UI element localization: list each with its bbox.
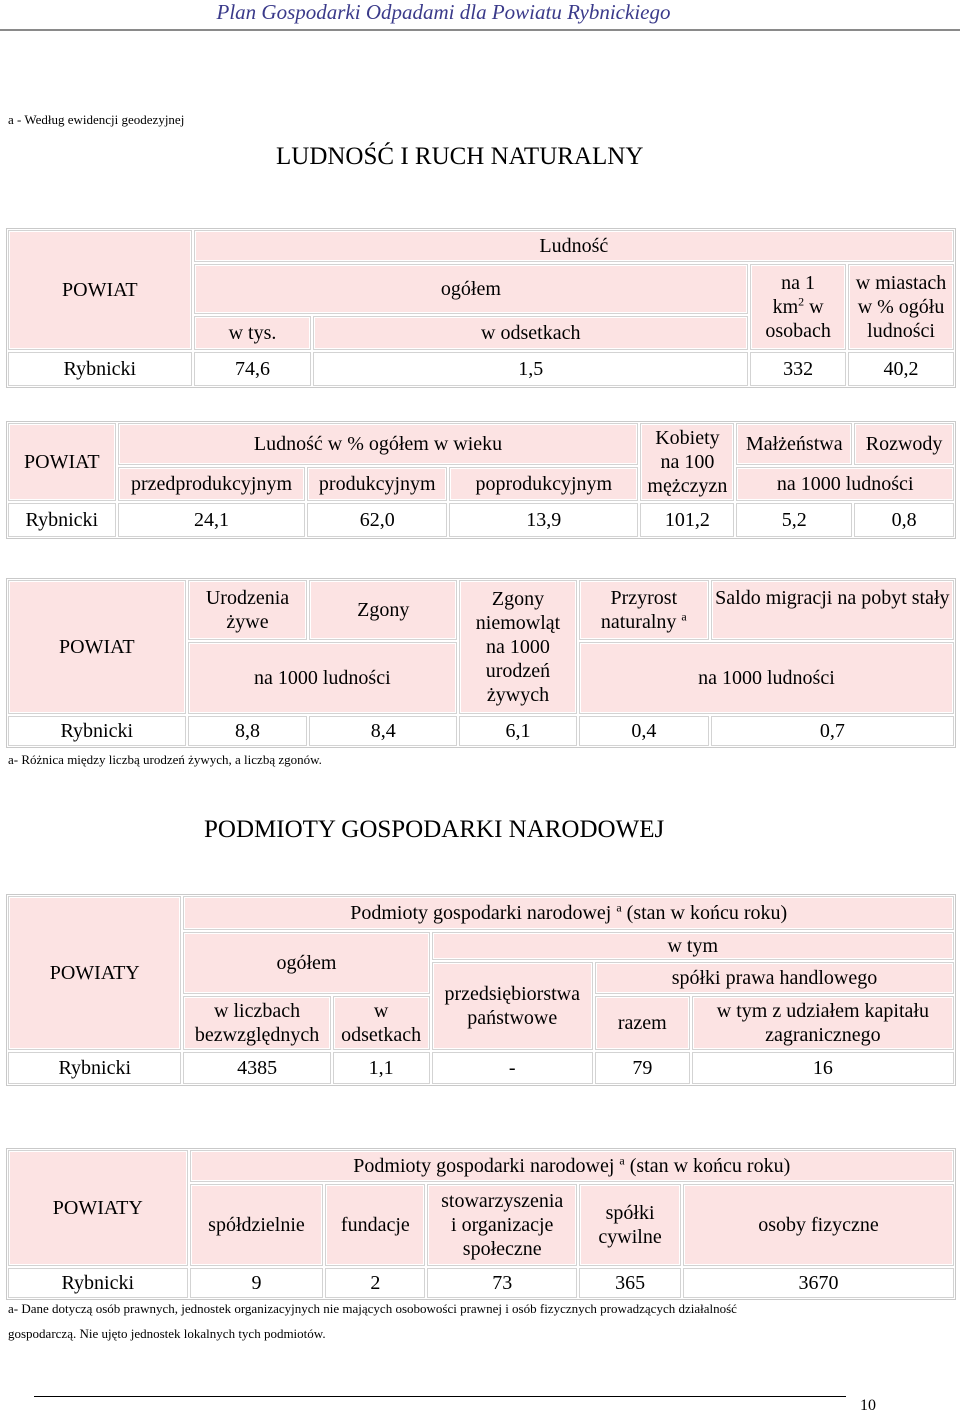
t5-civil-companies-header: spółki cywilne — [578, 1183, 682, 1267]
t4-total-header: razem — [594, 995, 691, 1051]
note-entities-line1: a- Dane dotyczą osób prawnych, jednostek organizacyjnych nie mających osobowości prawnej i osób fizycznych prowadzących działalność — [8, 1301, 737, 1316]
note-natural-growth: a- Różnica między liczbą urodzeń żywych, a liczbą zgonów. — [8, 752, 322, 767]
table-row — [7, 1267, 955, 1299]
t3-powiat-header: POWIAT — [7, 579, 187, 715]
t3-births-header: Urodzenia żywe — [187, 579, 309, 641]
t2-post-header: poprodukcyjnym — [448, 466, 639, 502]
t2-marriages-header: Małżeństwa — [735, 422, 853, 466]
table-row — [7, 351, 955, 387]
t3-cell-growth: 0,4 — [578, 715, 710, 747]
t1-density-header: na 1 $km^2$ w osobach — [749, 263, 847, 351]
t1-cell-urban: 40,2 — [847, 351, 955, 387]
section-title-population: LUDNOŚĆ I RUCH NATURALNY — [276, 143, 644, 170]
t4-companies-header: spółki prawa handlowego — [594, 961, 955, 995]
t2-per1000-header: na 1000 ludności — [735, 466, 955, 502]
t4-main-header: Podmioty gospodarki narodowej $^a$ (stan w końcu roku) — [182, 895, 955, 931]
table-row — [7, 1051, 955, 1085]
t2-cell-post: 13,9 — [448, 502, 639, 538]
t2-cell-name: Rybnicki — [7, 502, 117, 538]
t4-foreign-header: w tym z udziałem kapitału zagranicznego — [691, 995, 955, 1051]
page-header-title: Plan Gospodarki Odpadami dla Powiatu Rybnickiego — [216, 0, 671, 24]
t2-pre-header: przedprodukcyjnym — [117, 466, 307, 502]
table-entities-2 — [6, 1148, 956, 1300]
t3-cell-deaths: 8,4 — [308, 715, 458, 747]
t4-absolute-header: w liczbach bezwzględnych — [182, 995, 331, 1051]
table-natural-movement — [6, 578, 956, 748]
t4-state-enterprises-header: przedsiębiorstwa państwowe — [431, 961, 594, 1051]
t2-cell-marriages: 5,2 — [735, 502, 853, 538]
t5-cell-individuals: 3670 — [682, 1267, 955, 1299]
t2-prod-header: produkcyjnym — [306, 466, 448, 502]
footer-divider — [34, 1396, 846, 1397]
t1-cell-name: Rybnicki — [7, 351, 193, 387]
t5-cell-civil: 365 — [578, 1267, 682, 1299]
t5-cell-foundations: 2 — [324, 1267, 426, 1299]
header-divider — [0, 29, 960, 31]
t5-powiaty-header: POWIATY — [7, 1149, 189, 1267]
t4-powiaty-header: POWIATY — [7, 895, 182, 1051]
t4-percent-header: w odsetkach — [332, 995, 431, 1051]
t5-cell-name: Rybnicki — [7, 1267, 189, 1299]
t3-growth-header: Przyrost naturalny $^a$ — [578, 579, 710, 641]
t2-divorces-header: Rozwody — [853, 422, 955, 466]
t2-cell-women: 101,2 — [639, 502, 735, 538]
t2-powiat-header: POWIAT — [7, 422, 117, 502]
t5-cooperatives-header: spółdzielnie — [189, 1183, 325, 1267]
note-entities-line2: gospodarczą. Nie ujęto jednostek lokalnych tych podmiotów. — [8, 1326, 326, 1341]
t2-cell-prod: 62,0 — [306, 502, 448, 538]
t4-cell-name: Rybnicki — [7, 1051, 182, 1085]
t4-ogolem-header: ogółem — [182, 931, 430, 995]
t5-main-header: Podmioty gospodarki narodowej $^a$ (stan w końcu roku) — [189, 1149, 955, 1183]
t3-per1000b-header: na 1000 ludności — [578, 641, 955, 715]
table-entities-1 — [6, 894, 956, 1086]
t3-deaths-header: Zgony — [308, 579, 458, 641]
t4-cell-percent: 1,1 — [332, 1051, 431, 1085]
t1-urban-header: w miastach w % ogółu ludności — [847, 263, 955, 351]
t3-migration-header: Saldo migracji na pobyt stały — [710, 579, 955, 641]
t2-cell-divorces: 0,8 — [853, 502, 955, 538]
t1-cell-tys: 74,6 — [193, 351, 313, 387]
t2-age-header: Ludność w % ogółem w wieku — [117, 422, 640, 466]
t1-wtys-header: w tys. — [193, 315, 313, 351]
t5-foundations-header: fundacje — [324, 1183, 426, 1267]
t2-cell-pre: 24,1 — [117, 502, 307, 538]
table-row — [7, 715, 955, 747]
table-row — [7, 502, 955, 538]
t4-cell-state: - — [431, 1051, 594, 1085]
page-number: 10 — [860, 1397, 876, 1414]
t1-ogolem-header: ogółem — [193, 263, 750, 315]
t3-infant-deaths-header: Zgony niemowląt na 1000 urodzeń żywych — [458, 579, 578, 715]
t5-associations-header: stowarzyszenia i organizacje społeczne — [426, 1183, 578, 1267]
table-age-structure — [6, 421, 956, 539]
t1-ludnosc-header: Ludność — [193, 229, 955, 263]
section-title-entities: PODMIOTY GOSPODARKI NARODOWEJ — [204, 816, 665, 843]
t5-individuals-header: osoby fizyczne — [682, 1183, 955, 1267]
t2-women-header: Kobiety na 100 mężczyzn — [639, 422, 735, 502]
t3-cell-name: Rybnicki — [7, 715, 187, 747]
t4-cell-foreign: 16 — [691, 1051, 955, 1085]
t5-cell-cooperatives: 9 — [189, 1267, 325, 1299]
t3-cell-migration: 0,7 — [710, 715, 955, 747]
note-geodesy: a - Według ewidencji geodezyjnej — [8, 112, 185, 127]
t3-cell-births: 8,8 — [187, 715, 309, 747]
t1-cell-odset: 1,5 — [312, 351, 749, 387]
t1-wodsetkach-header: w odsetkach — [312, 315, 749, 351]
t1-powiat-header: POWIAT — [7, 229, 193, 351]
t1-cell-density: 332 — [749, 351, 847, 387]
t4-wtym-header: w tym — [431, 931, 955, 961]
table-population — [6, 228, 956, 388]
t4-cell-absolute: 4385 — [182, 1051, 331, 1085]
t3-per1000-header: na 1000 ludności — [187, 641, 458, 715]
t5-cell-associations: 73 — [426, 1267, 578, 1299]
t4-cell-total: 79 — [594, 1051, 691, 1085]
t3-cell-infant: 6,1 — [458, 715, 578, 747]
